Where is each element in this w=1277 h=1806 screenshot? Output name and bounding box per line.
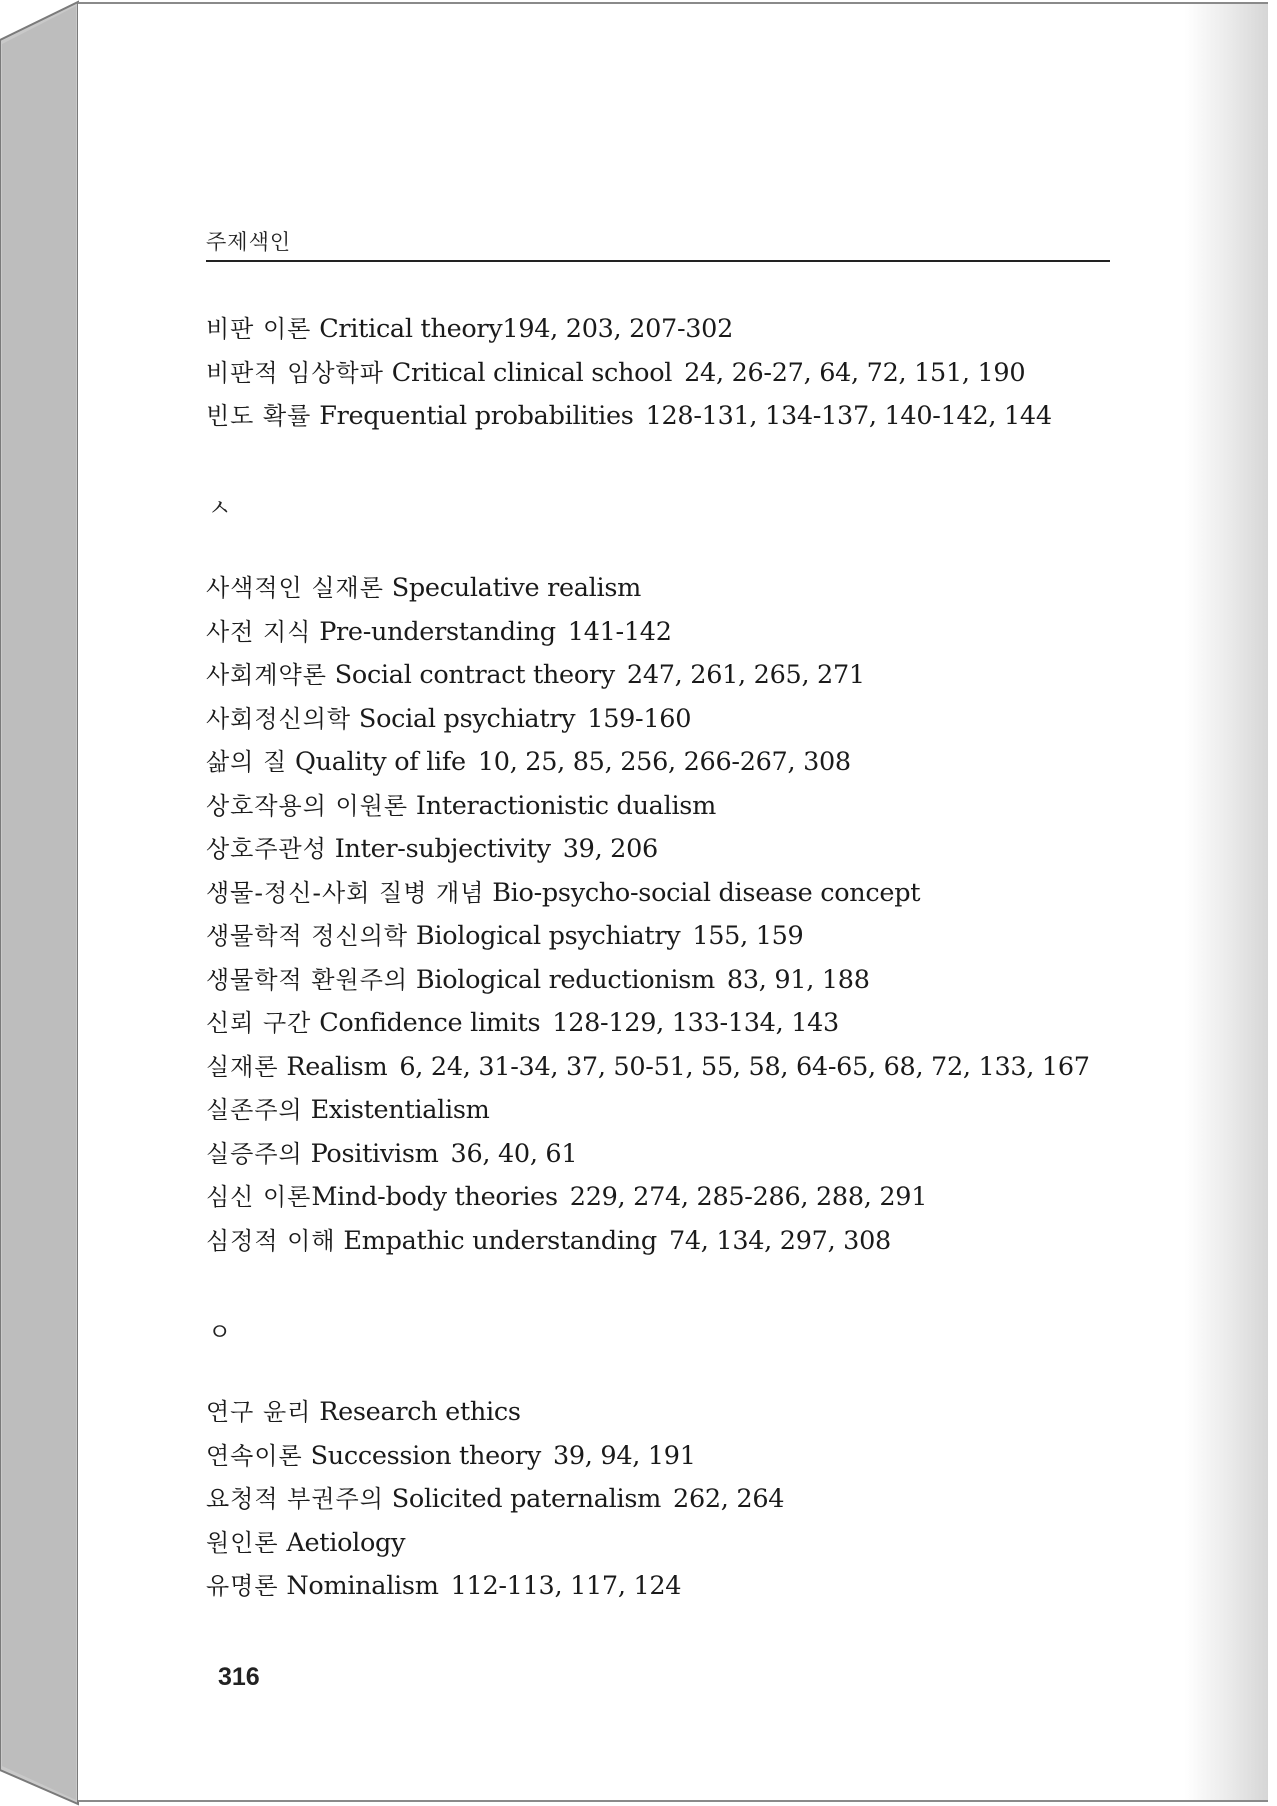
index-entry (206, 959, 1136, 1003)
entry-pages: 128-131, 134-137, 140-142, 144 (645, 401, 1052, 431)
entry-english: Critical theory194, 203, 207-302 (319, 314, 734, 344)
entry-english: Nominalism (286, 1571, 439, 1601)
index-entry (206, 1522, 1136, 1566)
entry-english: Speculative realism (391, 573, 642, 603)
index-entry (206, 872, 1136, 916)
index-entry (206, 741, 1136, 785)
entry-pages: 128-129, 133-134, 143 (552, 1008, 839, 1038)
entry-english: Inter-subjectivity (334, 834, 551, 864)
index-entry (206, 1478, 1136, 1522)
entry-korean: 신뢰 구간 (206, 1009, 312, 1037)
entry-korean: 생물학적 정신의학 (206, 922, 409, 950)
entry-pages: 247, 261, 265, 271 (626, 660, 865, 690)
entry-korean: 유명론 (206, 1572, 279, 1600)
entry-korean: 요청적 부권주의 (206, 1485, 384, 1513)
section-letter-ieung: ㅇ (208, 1318, 232, 1346)
entry-english: Solicited paternalism (391, 1484, 662, 1514)
entry-english: Confidence limits (319, 1008, 541, 1038)
index-entry (206, 567, 1136, 611)
entry-pages: 39, 94, 191 (552, 1440, 696, 1471)
entry-korean: 사회계약론 (206, 661, 327, 689)
index-entry (206, 698, 1136, 742)
entry-pages: 112-113, 117, 124 (450, 1571, 682, 1601)
entry-pages: 6, 24, 31-34, 37, 50-51, 55, 58, 64-65, 68, 72, 133, 167 (399, 1051, 1090, 1082)
index-section-siot (206, 567, 1136, 1263)
entry-english: Biological psychiatry (415, 921, 681, 951)
entry-english: Mind-body theories (311, 1182, 558, 1212)
index-entry (206, 1089, 1136, 1133)
entry-pages: 141-142 (567, 616, 672, 647)
entry-english: Aetiology (286, 1527, 406, 1558)
index-entry (206, 1133, 1136, 1177)
index-entry (206, 1435, 1136, 1479)
page-title: 주제색인 (206, 230, 292, 254)
index-entry (206, 611, 1136, 655)
entry-english: Realism (286, 1051, 388, 1082)
entry-korean: 심정적 이해 (206, 1226, 336, 1255)
entry-korean: 실재론 (206, 1052, 279, 1081)
entry-pages: 36, 40, 61 (450, 1138, 578, 1169)
entry-korean: 삶의 질 (206, 748, 288, 776)
index-entry (206, 828, 1136, 872)
index-entry (206, 785, 1136, 829)
entry-pages: 155, 159 (692, 921, 804, 951)
entry-english: Research ethics (319, 1397, 521, 1427)
entry-english: Quality of life (295, 747, 466, 777)
entry-pages: 39, 206 (562, 834, 658, 864)
entry-korean: 비판적 임상학파 (206, 358, 384, 387)
entry-english: Biological reductionism (415, 964, 715, 995)
entry-english: Existentialism (310, 1095, 490, 1125)
entry-korean: 사회정신의학 (206, 704, 352, 733)
entry-korean: 실존주의 (206, 1096, 303, 1124)
entry-english: Pre-understanding (319, 616, 556, 647)
index-entry (206, 654, 1136, 698)
entry-pages: 83, 91, 188 (726, 964, 870, 995)
index-entry (206, 1220, 1136, 1264)
index-entry (206, 1002, 1136, 1046)
index-entry (206, 395, 1136, 439)
index-entry (206, 1391, 1136, 1435)
entry-korean: 원인론 (206, 1528, 279, 1557)
entry-korean: 비판 이론 (206, 315, 312, 343)
index-entry (206, 1176, 1136, 1220)
entry-english: Frequential probabilities (319, 401, 634, 431)
index-entry (206, 915, 1136, 959)
index-entry (206, 352, 1136, 396)
entry-korean: 상호주관성 (206, 835, 327, 863)
entry-pages: 262, 264 (673, 1484, 785, 1514)
entry-korean: 실증주의 (206, 1139, 303, 1168)
entry-korean: 상호작용의 이원론 (206, 791, 409, 820)
entry-pages: 74, 134, 297, 308 (668, 1225, 891, 1256)
entry-korean: 연속이론 (206, 1441, 303, 1470)
entry-korean: 생물학적 환원주의 (206, 965, 409, 994)
index-header (206, 226, 1110, 262)
entry-pages: 229, 274, 285-286, 288, 291 (569, 1182, 928, 1212)
entry-korean: 빈도 확률 (206, 402, 312, 430)
entry-korean: 심신 이론 (206, 1183, 312, 1211)
entry-english: Social psychiatry (358, 703, 576, 734)
section-letter-siot: ㅅ (208, 494, 232, 522)
entry-pages: 159-160 (587, 703, 692, 734)
index-entry (206, 1565, 1136, 1609)
entry-english: Succession theory (310, 1440, 541, 1471)
entry-english: Social contract theory (334, 660, 615, 690)
entry-english: Critical clinical school (391, 357, 673, 388)
index-section-ieung (206, 1391, 1136, 1609)
entry-english: Interactionistic dualism (415, 790, 716, 821)
entry-english: Bio-psycho-social disease concept (492, 877, 921, 908)
entry-english: Positivism (310, 1138, 439, 1169)
entry-korean: 연구 윤리 (206, 1398, 312, 1426)
entry-english: Empathic understanding (343, 1225, 657, 1256)
entry-korean: 사전 지식 (206, 617, 312, 646)
entry-pages: 24, 26-27, 64, 72, 151, 190 (684, 357, 1026, 388)
index-entry (206, 308, 1136, 352)
page-number: 316 (218, 1663, 260, 1691)
index-entry (206, 1046, 1136, 1090)
entry-pages: 10, 25, 85, 256, 266-267, 308 (477, 747, 851, 777)
entry-korean: 사색적인 실재론 (206, 574, 384, 602)
entry-korean: 생물-정신-사회 질병 개념 (206, 878, 485, 907)
index-section-continued (206, 308, 1136, 439)
